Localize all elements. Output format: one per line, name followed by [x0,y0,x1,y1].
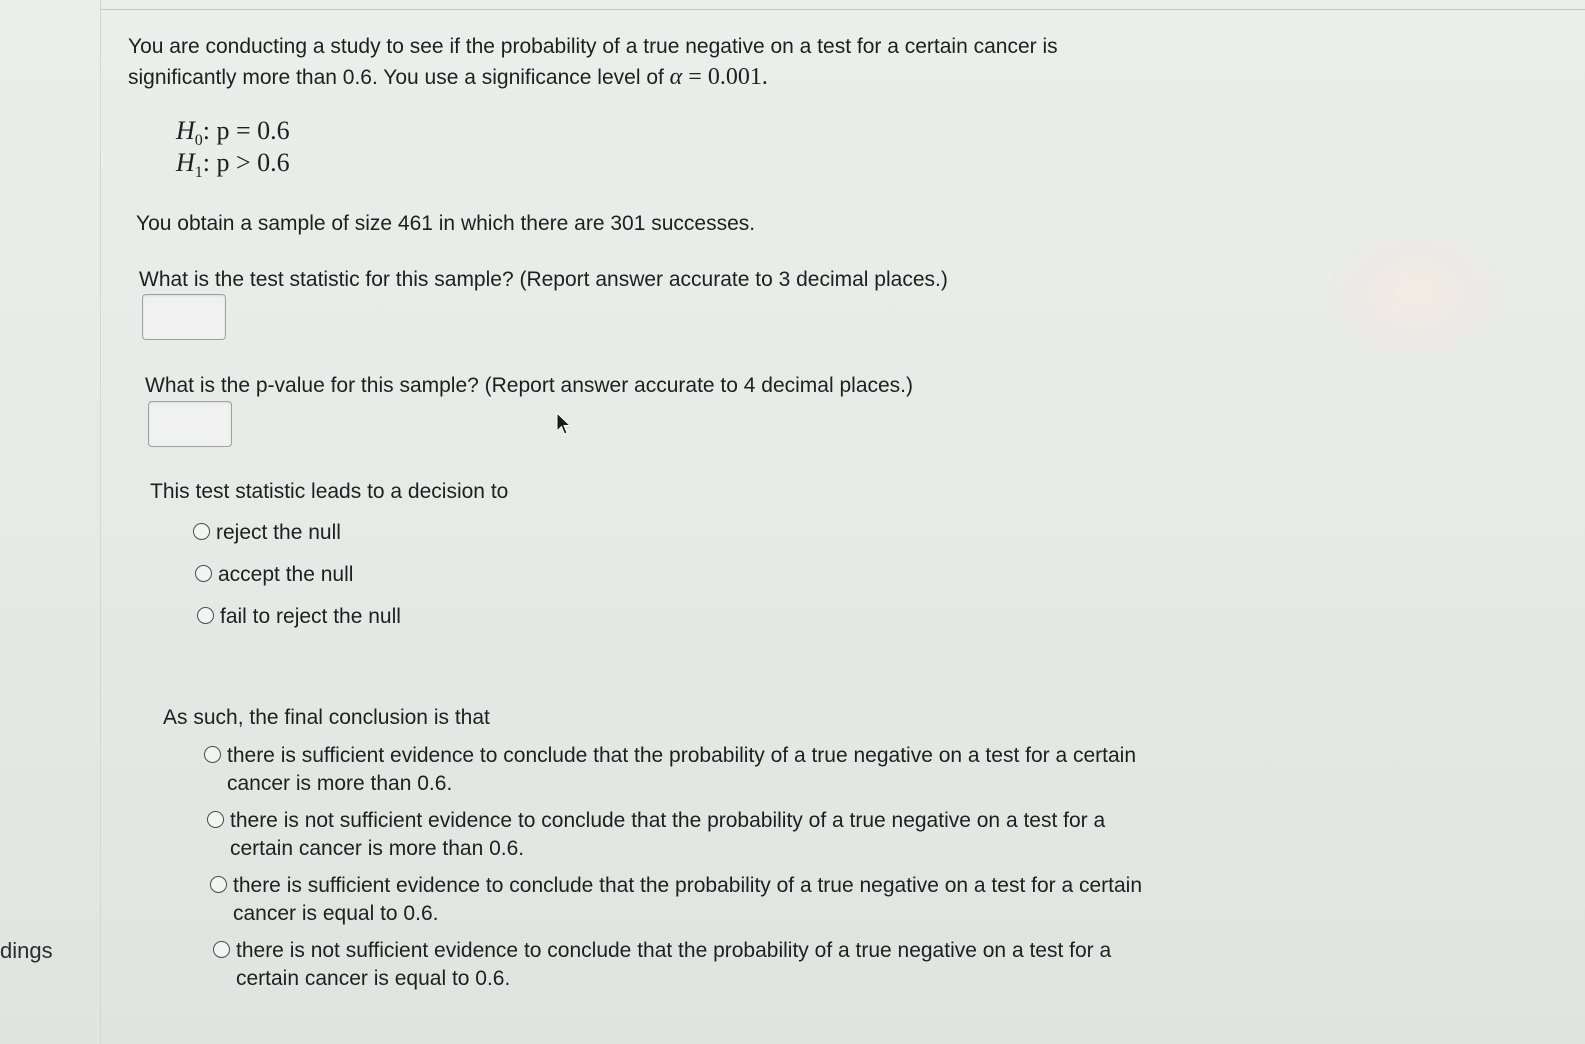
conclusion-option-label [230,807,1105,863]
conclusion-option-2[interactable] [207,807,1105,863]
conclusion-option-label [227,742,1136,798]
h1-body: : p > 0.6 [202,148,290,177]
alpha-equals: = [688,64,702,90]
radio-button[interactable] [210,876,227,893]
radio-button[interactable] [195,565,212,582]
mouse-pointer-icon [556,412,572,436]
conclusion-option-line2: cancer is equal to 0.6. [233,902,439,925]
alternative-hypothesis [176,148,290,182]
decision-prompt: This test statistic leads to a decision to [150,480,509,503]
test-statistic-prompt: What is the test statistic for this sample? (Report answer accurate to 3 decimal places.) [139,268,948,291]
radio-button[interactable] [204,746,221,763]
conclusion-option-4[interactable] [213,937,1111,993]
decision-option-accept[interactable] [195,561,353,589]
radio-button[interactable] [213,941,230,958]
question-intro-line2 [128,63,768,92]
alpha-symbol: α [669,64,683,90]
sample-description: You obtain a sample of size 461 in which there are 301 successes. [136,212,756,235]
h0-body: : p = 0.6 [202,116,290,145]
p-value-prompt: What is the p-value for this sample? (Report answer accurate to 4 decimal places.) [145,374,914,397]
decision-option-label: accept the null [218,563,354,586]
conclusion-option-line2: certain cancer is equal to 0.6. [236,967,511,990]
test-statistic-input[interactable] [142,294,226,340]
conclusion-option-line1: there is sufficient evidence to conclude that the probability of a true negative on a test for a certain [233,874,1142,897]
h1-letter: H [176,148,195,177]
conclusion-option-line2: cancer is more than 0.6. [227,772,453,795]
conclusion-option-label [236,937,1111,993]
screen-glare [1330,230,1500,360]
decision-option-reject[interactable] [193,519,341,547]
conclusion-option-line1: there is sufficient evidence to conclude that the probability of a true negative on a test for a certain [227,744,1136,767]
intro-line2-prefix: significantly more than 0.6. You use a significance level of [128,66,664,89]
p-value-input[interactable] [148,401,232,447]
left-divider [100,0,101,1044]
decision-option-label: fail to reject the null [220,605,401,628]
conclusion-option-label [233,872,1142,928]
conclusion-option-line1: there is not sufficient evidence to conclude that the probability of a true negative on a test for a [230,809,1106,832]
alpha-expression: α = 0.001. [669,64,768,90]
alpha-value: 0.001 [707,64,762,90]
question-intro-line1: You are conducting a study to see if the probability of a true negative on a test for a certain cancer is [128,35,1058,58]
radio-button[interactable] [193,523,210,540]
radio-button[interactable] [207,811,224,828]
radio-button[interactable] [197,607,214,624]
sidebar-fragment-text: dings [0,938,53,963]
h0-subscript: 0 [194,132,203,150]
conclusion-option-3[interactable] [210,872,1142,928]
null-hypothesis [176,116,290,150]
top-divider [100,9,1585,10]
decision-option-fail-to-reject[interactable] [197,603,401,631]
decision-option-label: reject the null [216,521,341,544]
h1-subscript: 1 [194,164,203,182]
conclusion-option-line2: certain cancer is more than 0.6. [230,837,525,860]
conclusion-option-1[interactable] [204,742,1136,798]
h0-letter: H [176,116,195,145]
conclusion-option-line1: there is not sufficient evidence to conclude that the probability of a true negative on a test for a [236,939,1112,962]
conclusion-prompt: As such, the final conclusion is that [163,706,490,729]
